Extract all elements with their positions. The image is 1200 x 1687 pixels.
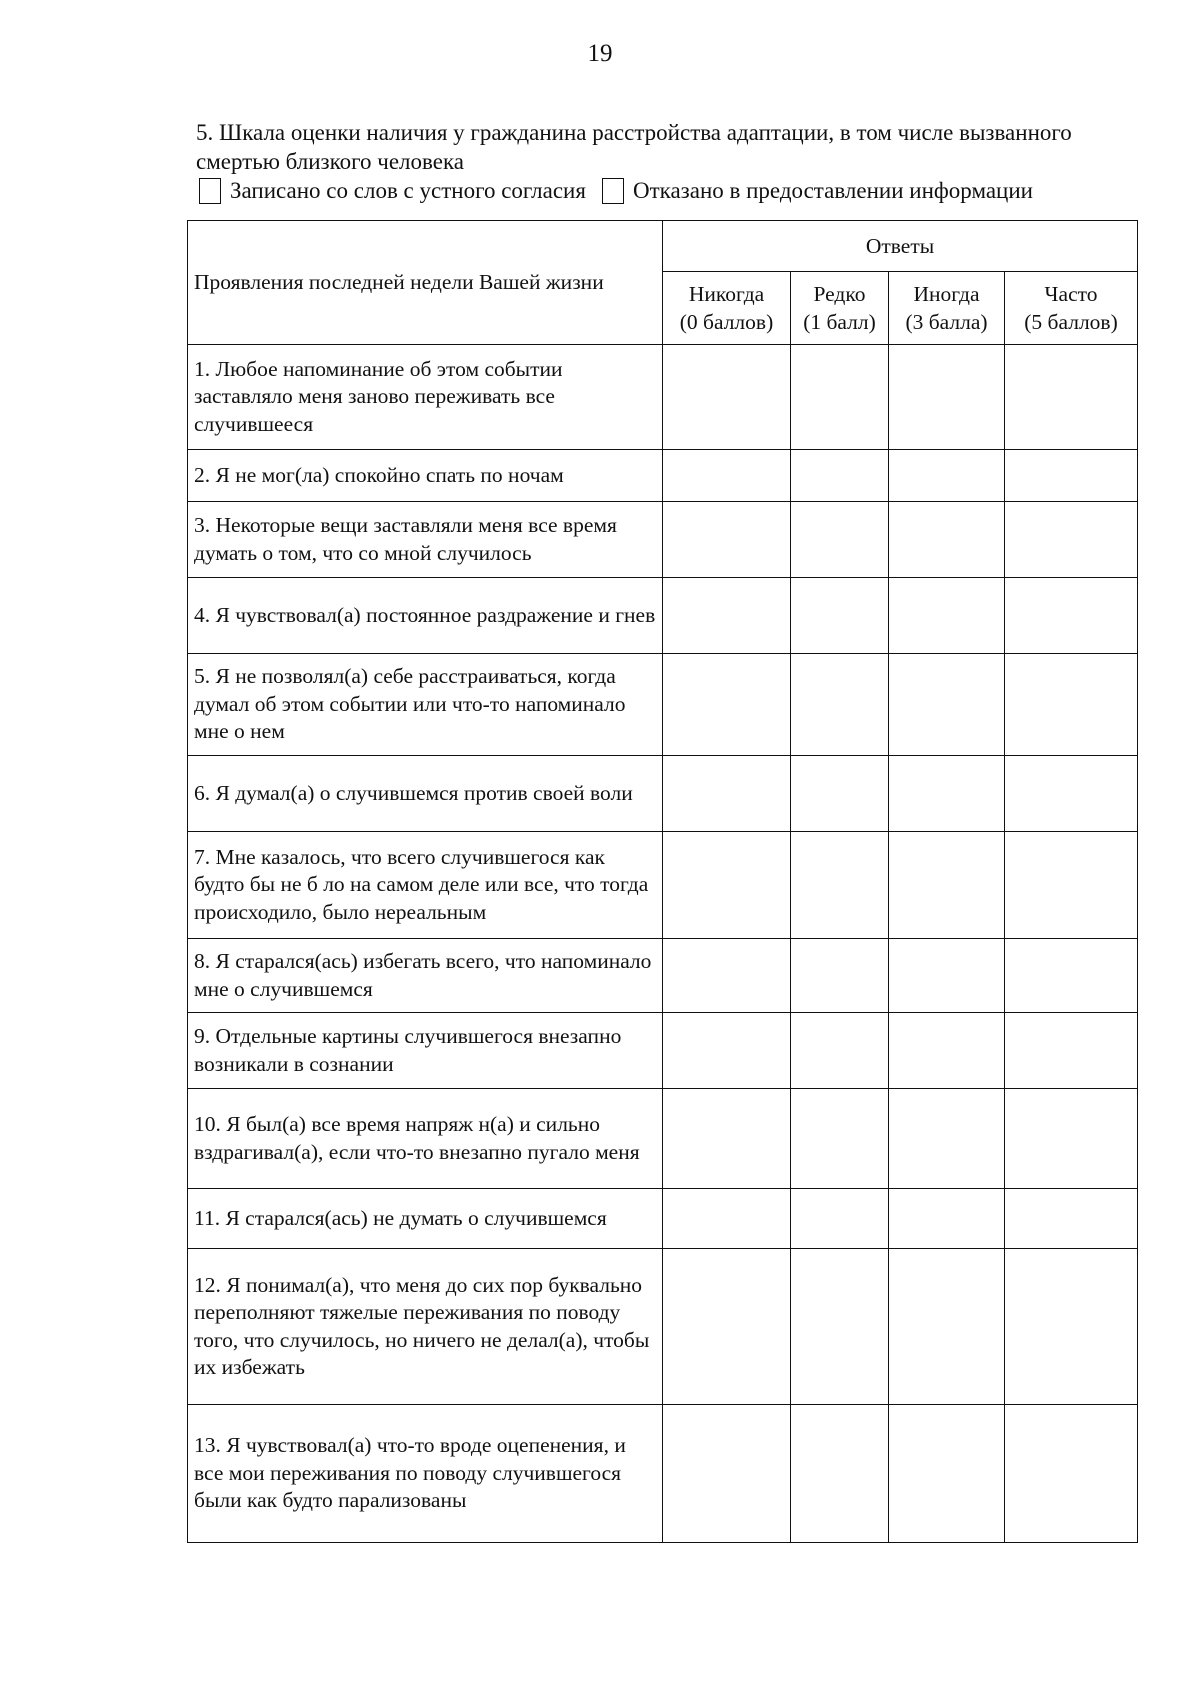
answer-cell-sometimes[interactable]	[889, 939, 1005, 1013]
symptom-scale-table	[187, 220, 1138, 1543]
answer-cell-never[interactable]	[663, 345, 791, 450]
statement-text: 5. Я не позволял(а) себе расстраиваться, когда думал об этом событии или что-то напоминало мне о нем	[188, 654, 663, 756]
table-row	[188, 1089, 1138, 1189]
answer-cell-never[interactable]	[663, 1089, 791, 1189]
option-header-rarely: Редко (1 балл)	[791, 272, 889, 345]
answer-cell-often[interactable]	[1005, 1013, 1138, 1089]
answer-cell-often[interactable]	[1005, 654, 1138, 756]
statement-text: 6. Я думал(а) о случившемся против своей воли	[188, 756, 663, 832]
statement-text: 9. Отдельные картины случившегося внезапно возникали в сознании	[188, 1013, 663, 1089]
answer-cell-rarely[interactable]	[791, 502, 889, 578]
answer-cell-sometimes[interactable]	[889, 345, 1005, 450]
table-row	[188, 654, 1138, 756]
answer-cell-never[interactable]	[663, 502, 791, 578]
answer-cell-often[interactable]	[1005, 1405, 1138, 1543]
answer-cell-rarely[interactable]	[791, 1013, 889, 1089]
answer-cell-often[interactable]	[1005, 578, 1138, 654]
answer-cell-never[interactable]	[663, 450, 791, 502]
refused-info-checkbox[interactable]	[602, 178, 624, 204]
answer-cell-rarely[interactable]	[791, 654, 889, 756]
answer-cell-often[interactable]	[1005, 756, 1138, 832]
option-header-often: Часто (5 баллов)	[1005, 272, 1138, 345]
statement-text: 10. Я был(а) все время напряж н(а) и сильно вздрагивал(а), если что-то внезапно пугало меня	[188, 1089, 663, 1189]
answer-cell-sometimes[interactable]	[889, 1405, 1005, 1543]
statement-column-header: Проявления последней недели Вашей жизни	[188, 221, 663, 345]
answer-cell-sometimes[interactable]	[889, 450, 1005, 502]
option-header-never: Никогда (0 баллов)	[663, 272, 791, 345]
answer-cell-rarely[interactable]	[791, 578, 889, 654]
answer-cell-often[interactable]	[1005, 832, 1138, 939]
answer-cell-sometimes[interactable]	[889, 832, 1005, 939]
statement-text: 2. Я не мог(ла) спокойно спать по ночам	[188, 450, 663, 502]
answer-cell-sometimes[interactable]	[889, 654, 1005, 756]
table-row	[188, 502, 1138, 578]
statement-text: 11. Я старался(ась) не думать о случившемся	[188, 1189, 663, 1249]
answer-cell-sometimes[interactable]	[889, 1013, 1005, 1089]
option-header-sometimes: Иногда (3 балла)	[889, 272, 1005, 345]
table-row	[188, 1013, 1138, 1089]
answer-cell-never[interactable]	[663, 1189, 791, 1249]
answer-cell-never[interactable]	[663, 578, 791, 654]
statement-text: 7. Мне казалось, что всего случившегося как будто бы не б ло на самом деле или все, что тогда происходило, было нереальным	[188, 832, 663, 939]
statement-text: 1. Любое напоминание об этом событии заставляло меня заново переживать все случившееся	[188, 345, 663, 450]
answer-cell-often[interactable]	[1005, 1249, 1138, 1405]
answer-cell-often[interactable]	[1005, 1089, 1138, 1189]
table-row	[188, 1405, 1138, 1543]
table-row	[188, 578, 1138, 654]
table-row	[188, 756, 1138, 832]
table-row	[188, 832, 1138, 939]
consent-options	[199, 178, 1033, 204]
table-row	[188, 939, 1138, 1013]
answer-cell-rarely[interactable]	[791, 450, 889, 502]
statement-text: 4. Я чувствовал(а) постоянное раздражение и гнев	[188, 578, 663, 654]
verbal-consent-checkbox[interactable]	[199, 178, 221, 204]
answer-cell-never[interactable]	[663, 832, 791, 939]
answer-cell-rarely[interactable]	[791, 1405, 889, 1543]
answer-cell-never[interactable]	[663, 1249, 791, 1405]
answer-cell-never[interactable]	[663, 756, 791, 832]
answers-header: Ответы	[663, 221, 1138, 272]
answer-cell-sometimes[interactable]	[889, 1189, 1005, 1249]
statement-text: 3. Некоторые вещи заставляли меня все время думать о том, что со мной случилось	[188, 502, 663, 578]
answer-cell-sometimes[interactable]	[889, 1089, 1005, 1189]
page-number: 19	[587, 40, 613, 67]
answer-cell-often[interactable]	[1005, 1189, 1138, 1249]
answer-cell-rarely[interactable]	[791, 939, 889, 1013]
answer-cell-rarely[interactable]	[791, 1189, 889, 1249]
answer-cell-rarely[interactable]	[791, 756, 889, 832]
verbal-consent-label: Записано со слов с устного согласия	[230, 178, 586, 203]
answer-cell-often[interactable]	[1005, 450, 1138, 502]
statement-text: 12. Я понимал(а), что меня до сих пор буквально переполняют тяжелые переживания по поводу того, что случилось, но ничего не делал(а), чтобы их избежать	[188, 1249, 663, 1405]
answer-cell-sometimes[interactable]	[889, 502, 1005, 578]
answer-cell-rarely[interactable]	[791, 345, 889, 450]
refused-info-label: Отказано в предоставлении информации	[632, 178, 1033, 203]
table-row	[188, 1189, 1138, 1249]
answer-cell-often[interactable]	[1005, 345, 1138, 450]
table-row	[188, 1249, 1138, 1405]
table-row	[188, 450, 1138, 502]
answer-cell-sometimes[interactable]	[889, 578, 1005, 654]
answer-cell-never[interactable]	[663, 654, 791, 756]
answer-cell-often[interactable]	[1005, 502, 1138, 578]
section-title: 5. Шкала оценки наличия у гражданина расстройства адаптации, в том числе вызванного смертью близкого человека	[196, 120, 1072, 174]
answer-cell-never[interactable]	[663, 1013, 791, 1089]
statement-text: 13. Я чувствовал(а) что-то вроде оцепенения, и все мои переживания по поводу случившегося были как будто парализованы	[188, 1405, 663, 1543]
answer-cell-sometimes[interactable]	[889, 1249, 1005, 1405]
answer-cell-never[interactable]	[663, 939, 791, 1013]
answer-cell-rarely[interactable]	[791, 832, 889, 939]
table-row	[188, 345, 1138, 450]
answer-cell-rarely[interactable]	[791, 1249, 889, 1405]
answer-cell-sometimes[interactable]	[889, 756, 1005, 832]
answer-cell-never[interactable]	[663, 1405, 791, 1543]
statement-text: 8. Я старался(ась) избегать всего, что напоминало мне о случившемся	[188, 939, 663, 1013]
answer-cell-rarely[interactable]	[791, 1089, 889, 1189]
answer-cell-often[interactable]	[1005, 939, 1138, 1013]
